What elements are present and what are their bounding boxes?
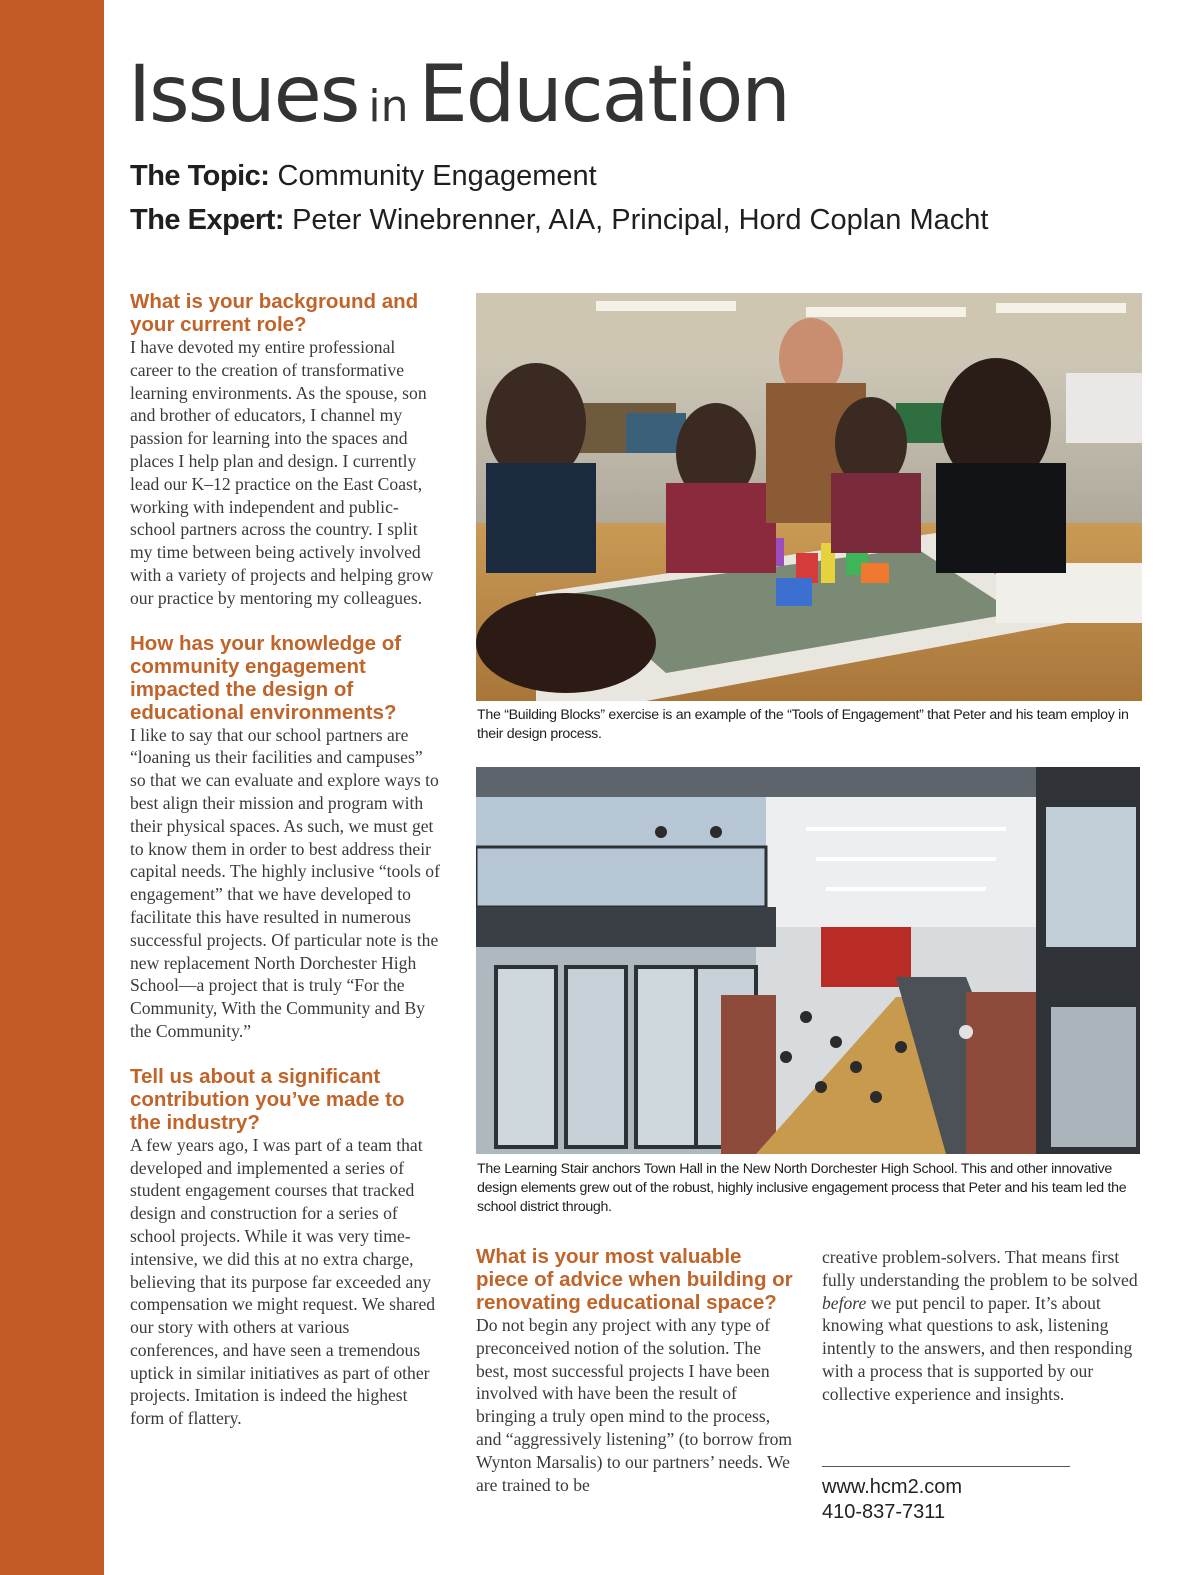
- question-community-engagement: How has your knowledge of community engagement impacted the design of educational environments?: [130, 631, 402, 724]
- question-advice: What is your most valuable piece of advice when building or renovating educational space?: [476, 1245, 793, 1314]
- page-title: [128, 50, 789, 140]
- title-word-education: Education: [418, 50, 789, 140]
- right-column: [822, 1246, 1142, 1406]
- answer-advice-cont-emphasis: before: [822, 1292, 867, 1313]
- expert-line: [130, 204, 988, 237]
- answer-community-engagement: I like to say that our school partners are “loaning us their facilities and campuses” so that we can evaluate and explore ways to best align their mission and program with their physical spaces. As such, we must get to know them in order to best address their capital needs. The highly inclusive “tools of engagement” that we have developed to facilitate this have resulted in numerous successful projects. Of particular note is the new replacement North Dorchester High School—a project that is truly “For the Community, With the Community and By the Community.”: [130, 724, 440, 1041]
- left-column: [130, 290, 440, 1430]
- phone-number: 410-837-7311: [822, 1501, 946, 1523]
- answer-advice-cont-before: creative problem-solvers. That means first fully understanding the problem to be solved: [822, 1247, 1138, 1290]
- topic-line: [130, 160, 597, 193]
- topic-label: The Topic:: [130, 160, 270, 192]
- contact-divider: [822, 1466, 1070, 1467]
- answer-advice: Do not begin any project with any type of preconceived notion of the solution. The best, most successful projects I have been involved with have been the result of bringing a truly open mind to the process, and “aggressively listening” (to borrow from Wynton Marsalis) to our partners’ needs. We are trained to be: [476, 1315, 793, 1495]
- building-blocks-photo: [476, 293, 1142, 701]
- expert-value: Peter Winebrenner, AIA, Principal, Hord Coplan Macht: [292, 204, 989, 236]
- answer-advice-continued: [822, 1246, 1142, 1406]
- side-accent-bar: [0, 0, 104, 1575]
- learning-stair-photo: [476, 767, 1140, 1154]
- caption-learning-stair: The Learning Stair anchors Town Hall in the New North Dorchester High School. This and other innovative design elements grew out of the robust, highly inclusive engagement process that Peter and his team led the school district through.: [477, 1161, 1127, 1215]
- title-word-in: in: [368, 81, 409, 132]
- topic-value: Community Engagement: [277, 160, 597, 192]
- expert-label: The Expert:: [130, 204, 285, 236]
- title-word-issues: Issues: [128, 50, 359, 140]
- answer-background: I have devoted my entire professional career to the creation of transformative learning environments. As the spouse, son and brother of educators, I channel my passion for learning into the spaces and places I help plan and design. I currently lead our K–12 practice on the East Coast, working with independent and public-school partners across the country. I split my time between being actively involved with a variety of projects and helping grow our practice by mentoring my colleagues.: [130, 337, 434, 608]
- question-contribution: Tell us about a significant contribution you’ve made to the industry?: [130, 1064, 405, 1134]
- caption-building-blocks: The “Building Blocks” exercise is an example of the “Tools of Engagement” that Peter and his team employ in their design process.: [477, 707, 1129, 742]
- answer-contribution: A few years ago, I was part of a team that developed and implemented a series of student engagement courses that tracked design and construction for a series of school projects. While it was very time-intensive, we did this at no extra charge, believing that its purpose far exceeded any compensation we might request. We shared our story with others at various conferences, and have seen a tremendous uptick in similar initiatives as part of other projects. Imitation is indeed the highest form of flattery.: [130, 1134, 436, 1429]
- middle-column: [476, 1245, 796, 1496]
- website-link[interactable]: www.hcm2.com: [822, 1476, 963, 1498]
- answer-advice-cont-after: we put pencil to paper. It’s about knowing what questions to ask, listening intently to the answers, and then responding with a process that is supported by our collective experience and insights.: [822, 1292, 1133, 1404]
- question-background: What is your background and your current role?: [130, 290, 419, 336]
